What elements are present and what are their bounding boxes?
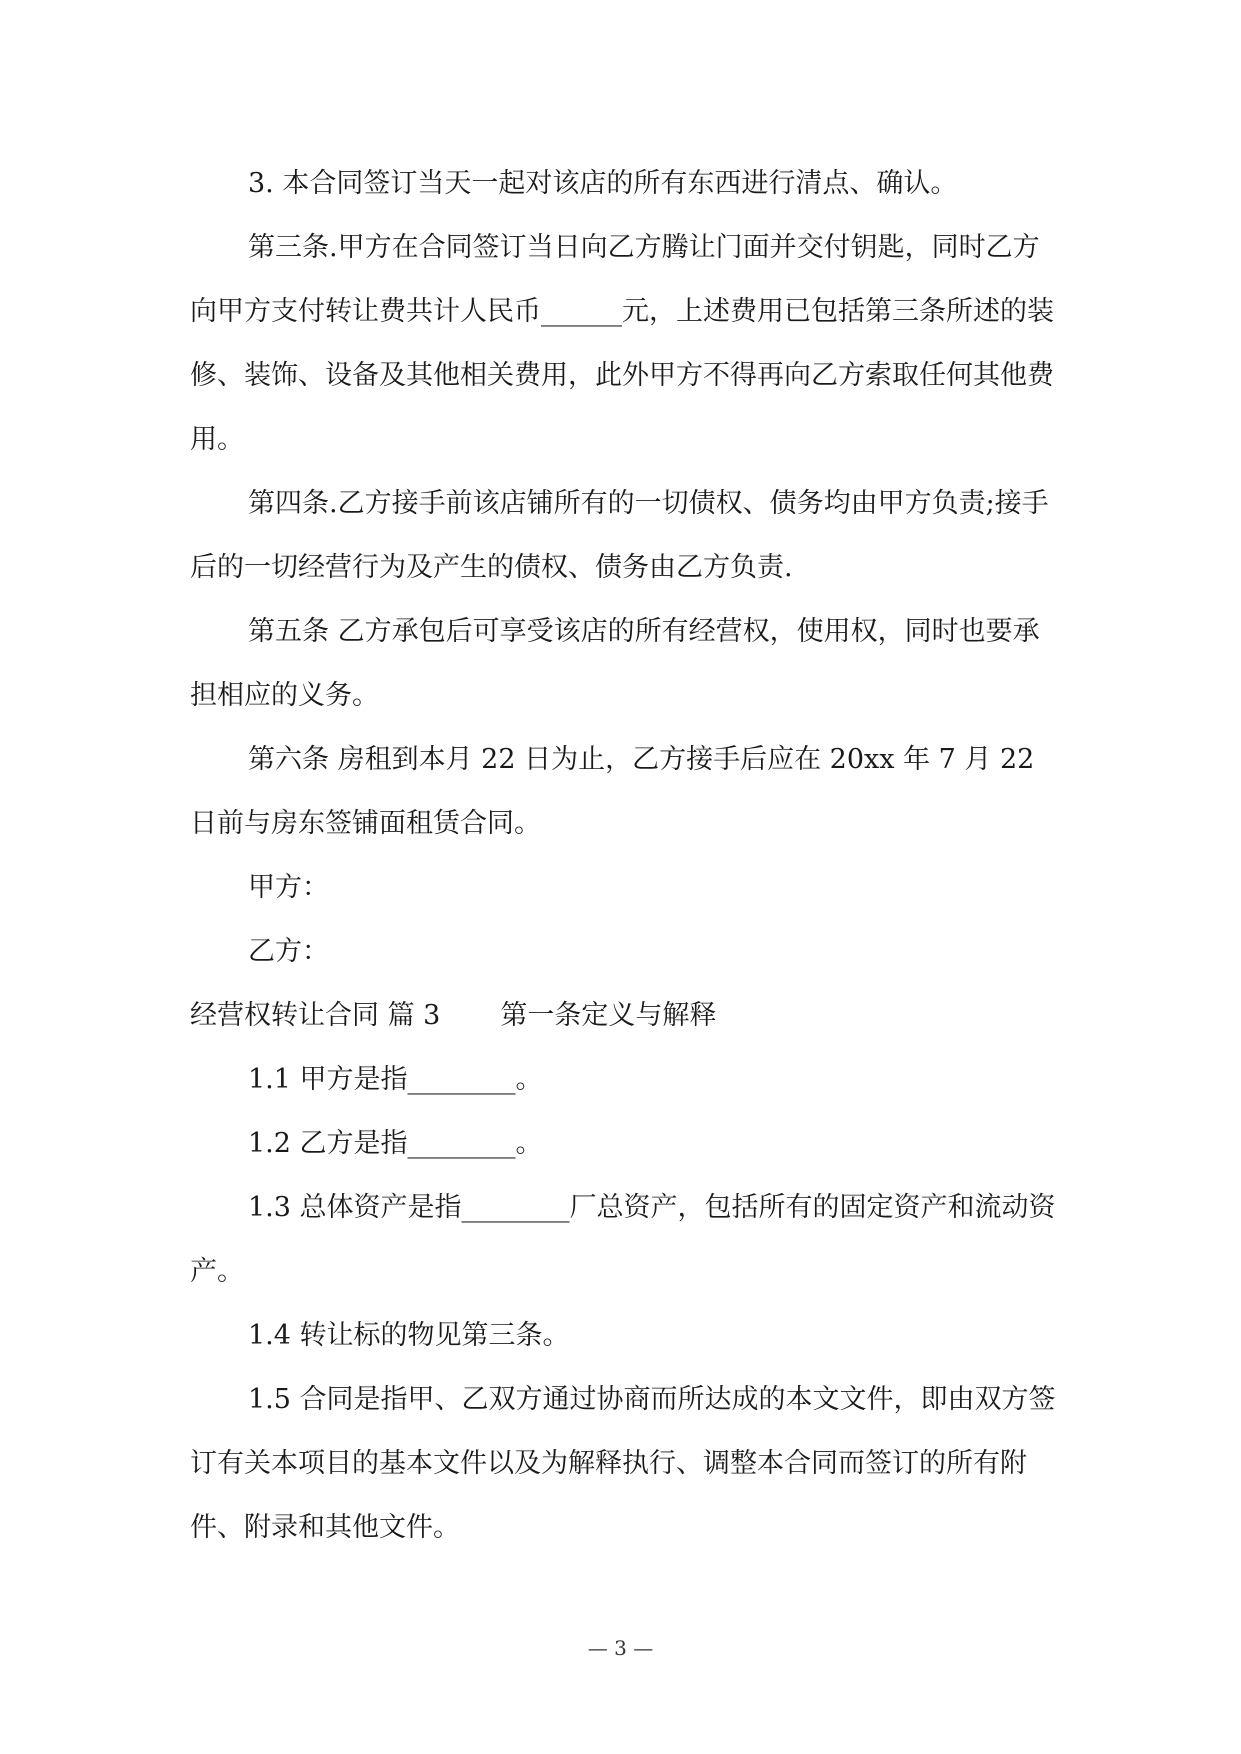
definition-1-4: 1.4 转让标的物见第三条。 xyxy=(248,1320,570,1351)
article-six-paragraph: 第六条 房租到本月 22 日为止，乙方接手后应在 20xx 年 7 月 22 日前与房东签铺面租赁合同。 xyxy=(190,744,1035,839)
section-title: 经营权转让合同 篇 3 xyxy=(190,1000,441,1031)
party-a-signature-line: 甲方： xyxy=(248,872,329,903)
section-heading xyxy=(190,984,1060,1048)
section-subtitle: 第一条定义与解释 xyxy=(500,1000,717,1031)
article-three-paragraph: 第三条.甲方在合同签订当日向乙方腾让门面并交付钥匙，同时乙方向甲方支付转让费共计人民币______元，上述费用已包括第三条所述的装修、装饰、设备及其他相关费用，此外甲方不得再向乙方索取任何其他费用。 xyxy=(190,232,1054,455)
definition-1-3: 1.3 总体资产是指________厂总资产，包括所有的固定资产和流动资产。 xyxy=(190,1192,1056,1287)
definition-1-2: 1.2 乙方是指________。 xyxy=(248,1128,543,1159)
article-five-paragraph: 第五条 乙方承包后可享受该店的所有经营权，使用权，同时也要承担相应的义务。 xyxy=(190,616,1040,711)
party-b-signature-line: 乙方： xyxy=(248,936,329,967)
definition-1-5: 1.5 合同是指甲、乙双方通过协商而所达成的本文文件，即由双方签订有关本项目的基本文件以及为解释执行、调整本合同而签订的所有附件、附录和其他文件。 xyxy=(190,1384,1056,1543)
document-body xyxy=(190,152,1060,1560)
clause-paragraph: 3. 本合同签订当天一起对该店的所有东西进行清点、确认。 xyxy=(248,168,958,199)
page-number: — 3 — xyxy=(587,1636,654,1660)
article-four-paragraph: 第四条.乙方接手前该店铺所有的一切债权、债务均由甲方负责;接手后的一切经营行为及产生的债权、债务由乙方负责. xyxy=(190,488,1049,583)
definition-1-1: 1.1 甲方是指________。 xyxy=(248,1064,543,1095)
